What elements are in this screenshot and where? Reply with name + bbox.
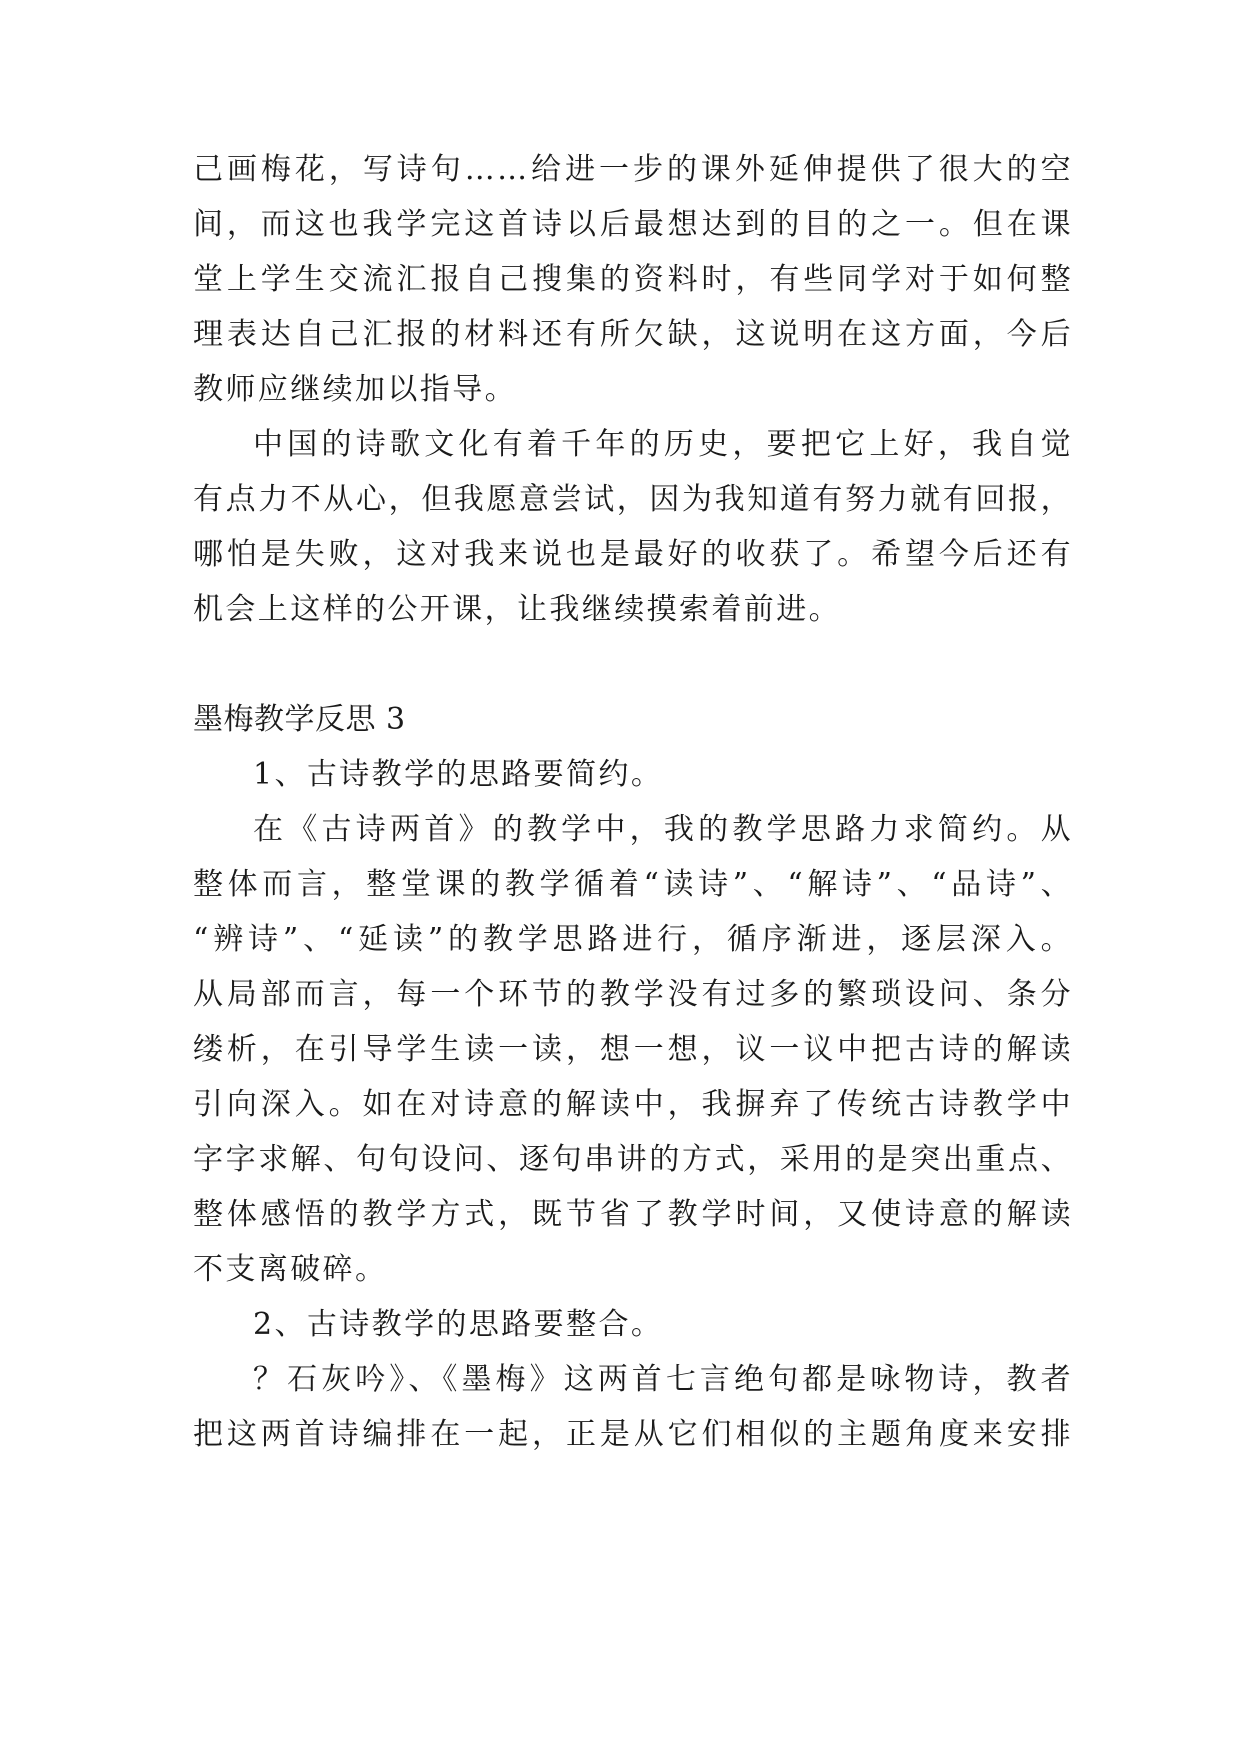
- paragraph-line: 堂上学生交流汇报自己搜集的资料时，有些同学对于如何整: [193, 262, 1073, 297]
- paragraph-line: “辨诗”、“延读”的教学思路进行，循序渐进，逐层深入。: [193, 922, 1073, 957]
- paragraph-line: 缕析，在引导学生读一读，想一想，议一议中把古诗的解读: [193, 1032, 1073, 1067]
- paragraph-line: 从局部而言，每一个环节的教学没有过多的繁琐设问、条分: [193, 977, 1073, 1012]
- paragraph-line: 字字求解、句句设问、逐句串讲的方式，采用的是突出重点、: [193, 1142, 1073, 1177]
- paragraph-line: 整体而言，整堂课的教学循着“读诗”、“解诗”、“品诗”、: [193, 867, 1073, 902]
- paragraph-line: 机会上这样的公开课，让我继续摸索着前进。: [193, 592, 841, 627]
- point-heading: 1、古诗教学的思路要简约。: [253, 757, 664, 792]
- paragraph-line: 中国的诗歌文化有着千年的历史，要把它上好，我自觉: [253, 427, 1073, 462]
- paragraph-line: 在《古诗两首》的教学中，我的教学思路力求简约。从: [253, 812, 1073, 847]
- paragraph-line: 哪怕是失败，这对我来说也是最好的收获了。希望今后还有: [193, 537, 1073, 572]
- paragraph-line: 有点力不从心，但我愿意尝试，因为我知道有努力就有回报，: [193, 482, 1073, 517]
- paragraph-line: 不支离破碎。: [193, 1252, 388, 1287]
- paragraph-line: 间，而这也我学完这首诗以后最想达到的目的之一。但在课: [193, 207, 1073, 242]
- paragraph-line: 理表达自己汇报的材料还有所欠缺，这说明在这方面，今后: [193, 317, 1073, 352]
- paragraph-line: 引向深入。如在对诗意的解读中，我摒弃了传统古诗教学中: [193, 1087, 1073, 1122]
- paragraph-line: 教师应继续加以指导。: [193, 372, 517, 407]
- paragraph-line: 己画梅花，写诗句……给进一步的课外延伸提供了很大的空: [193, 152, 1073, 187]
- paragraph-line: 把这两首诗编排在一起，正是从它们相似的主题角度来安排: [193, 1417, 1073, 1452]
- paragraph-line: ？石灰吟》、《墨梅》这两首七言绝句都是咏物诗，教者: [253, 1362, 1073, 1397]
- paragraph-line: 整体感悟的教学方式，既节省了教学时间，又使诗意的解读: [193, 1197, 1073, 1232]
- point-heading: 2、古诗教学的思路要整合。: [253, 1307, 664, 1342]
- section-title: 墨梅教学反思 3: [193, 702, 406, 737]
